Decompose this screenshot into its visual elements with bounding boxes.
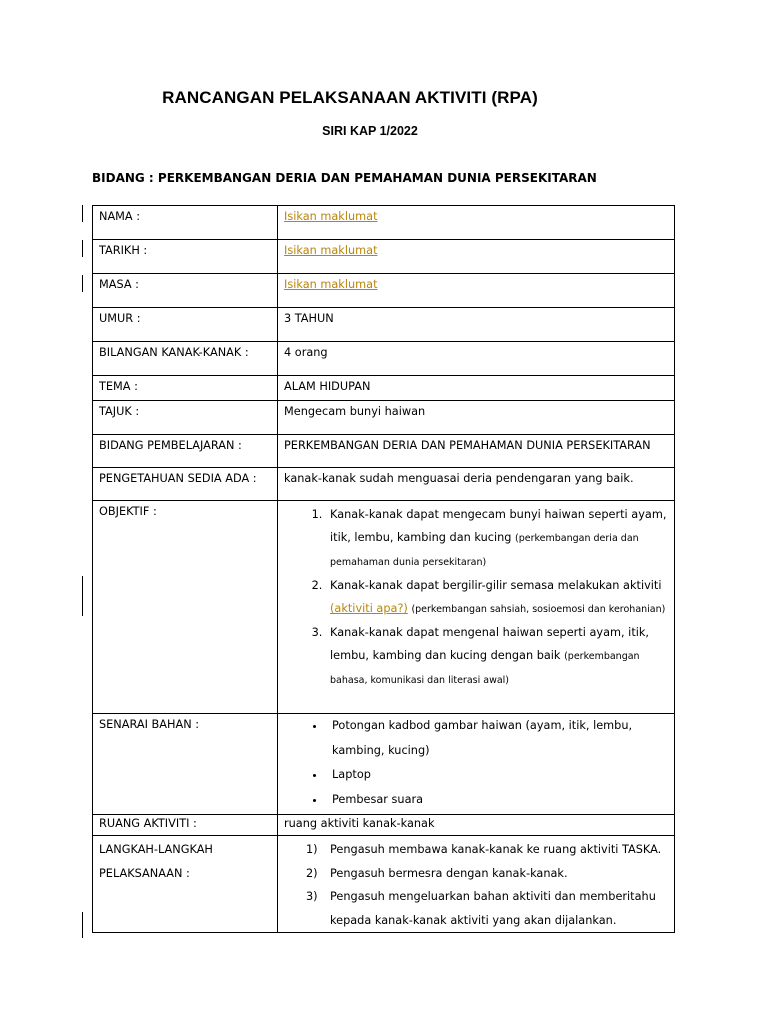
label-langkah-line2: PELAKSANAAN : <box>99 866 190 880</box>
table-row-masa <box>93 274 675 308</box>
list-item: • Pembesar suara <box>326 788 668 813</box>
label-senarai-bahan: SENARAI BAHAN : <box>93 714 278 815</box>
list-item: 1) Pengasuh membawa kanak-kanak ke ruang aktiviti TASKA. <box>306 843 662 856</box>
value-bilangan: 4 orang <box>278 342 675 376</box>
margin-revision-mark <box>82 576 83 616</box>
value-langkah <box>278 836 675 933</box>
list-item: 3) Pengasuh mengeluarkan bahan aktiviti dan memberitahu kepada kanak-kanak aktiviti yang akan dijalankan. <box>306 890 656 927</box>
value-pengetahuan: kanak-kanak sudah menguasai deria pendengaran yang baik. <box>278 468 675 501</box>
tarikh-field-link[interactable]: Isikan maklumat <box>284 244 378 257</box>
label-objektif: OBJEKTIF : <box>93 501 278 714</box>
value-umur: 3 TAHUN <box>278 308 675 342</box>
aktiviti-apa-link[interactable]: (aktiviti apa?) <box>330 602 408 615</box>
label-tarikh: TARIKH : <box>93 240 278 274</box>
table-row-bilangan <box>93 342 675 376</box>
list-item: 2. Kanak-kanak dapat bergilir-gilir semasa melakukan aktiviti (aktiviti apa?) (perkembangan sahsiah, sosioemosi dan kerohanian) <box>326 574 668 621</box>
label-nama: NAMA : <box>93 206 278 240</box>
margin-revision-mark <box>82 240 83 257</box>
list-item: • Laptop <box>326 763 668 788</box>
label-masa: MASA : <box>93 274 278 308</box>
table-row-bidang-pembelajaran <box>93 435 675 468</box>
masa-field-link[interactable]: Isikan maklumat <box>284 278 378 291</box>
rpa-table <box>92 205 675 933</box>
document-subtitle: SIRI KAP 1/2022 <box>322 124 418 138</box>
bahan-list <box>284 714 668 812</box>
table-row-objektif <box>93 501 675 714</box>
table-row-tajuk <box>93 401 675 435</box>
table-row-tema <box>93 376 675 401</box>
list-item: 1. Kanak-kanak dapat mengecam bunyi haiwan seperti ayam, itik, lembu, kambing dan kucing (perkembangan deria dan pemahaman dunia persekitaran) <box>326 503 668 574</box>
list-item: 3. Kanak-kanak dapat mengenal haiwan seperti ayam, itik, lembu, kambing dan kucing dengan baik (perkembangan bahasa, komunikasi dan literasi awal) <box>326 621 668 692</box>
margin-revision-mark <box>82 275 83 292</box>
label-tema: TEMA : <box>93 376 278 401</box>
table-row-langkah <box>93 836 675 933</box>
bidang-heading: BIDANG : PERKEMBANGAN DERIA DAN PEMAHAMAN DUNIA PERSEKITARAN <box>92 171 597 185</box>
value-tajuk: Mengecam bunyi haiwan <box>278 401 675 435</box>
langkah-list <box>284 838 668 932</box>
table-row-pengetahuan <box>93 468 675 501</box>
table-row-ruang <box>93 815 675 836</box>
margin-revision-mark <box>82 205 83 222</box>
table-row-senarai-bahan <box>93 714 675 815</box>
table-row-umur <box>93 308 675 342</box>
value-senarai-bahan <box>278 714 675 815</box>
label-umur: UMUR : <box>93 308 278 342</box>
label-ruang: RUANG AKTIVITI : <box>93 815 278 836</box>
value-bidang-pembelajaran: PERKEMBANGAN DERIA DAN PEMAHAMAN DUNIA PERSEKITARAN <box>278 435 675 468</box>
label-pengetahuan: PENGETAHUAN SEDIA ADA : <box>93 468 278 501</box>
list-item: 2) Pengasuh bermesra dengan kanak-kanak. <box>306 866 568 880</box>
value-nama <box>278 206 675 240</box>
label-langkah-line1: LANGKAH-LANGKAH <box>99 843 213 856</box>
value-tema: ALAM HIDUPAN <box>278 376 675 401</box>
label-langkah <box>93 836 278 933</box>
table-row-tarikh <box>93 240 675 274</box>
label-bidang-pembelajaran: BIDANG PEMBELAJARAN : <box>93 435 278 468</box>
nama-field-link[interactable]: Isikan maklumat <box>284 210 378 223</box>
value-tarikh <box>278 240 675 274</box>
label-tajuk: TAJUK : <box>93 401 278 435</box>
objektif-list <box>284 503 668 692</box>
value-ruang: ruang aktiviti kanak-kanak <box>278 815 675 836</box>
margin-revision-mark <box>82 912 83 938</box>
document-title: RANCANGAN PELAKSANAAN AKTIVITI (RPA) <box>162 88 538 107</box>
table-row-nama <box>93 206 675 240</box>
list-item: • Potongan kadbod gambar haiwan (ayam, itik, lembu, kambing, kucing) <box>326 714 668 763</box>
value-masa <box>278 274 675 308</box>
label-bilangan: BILANGAN KANAK-KANAK : <box>93 342 278 376</box>
value-objektif <box>278 501 675 714</box>
